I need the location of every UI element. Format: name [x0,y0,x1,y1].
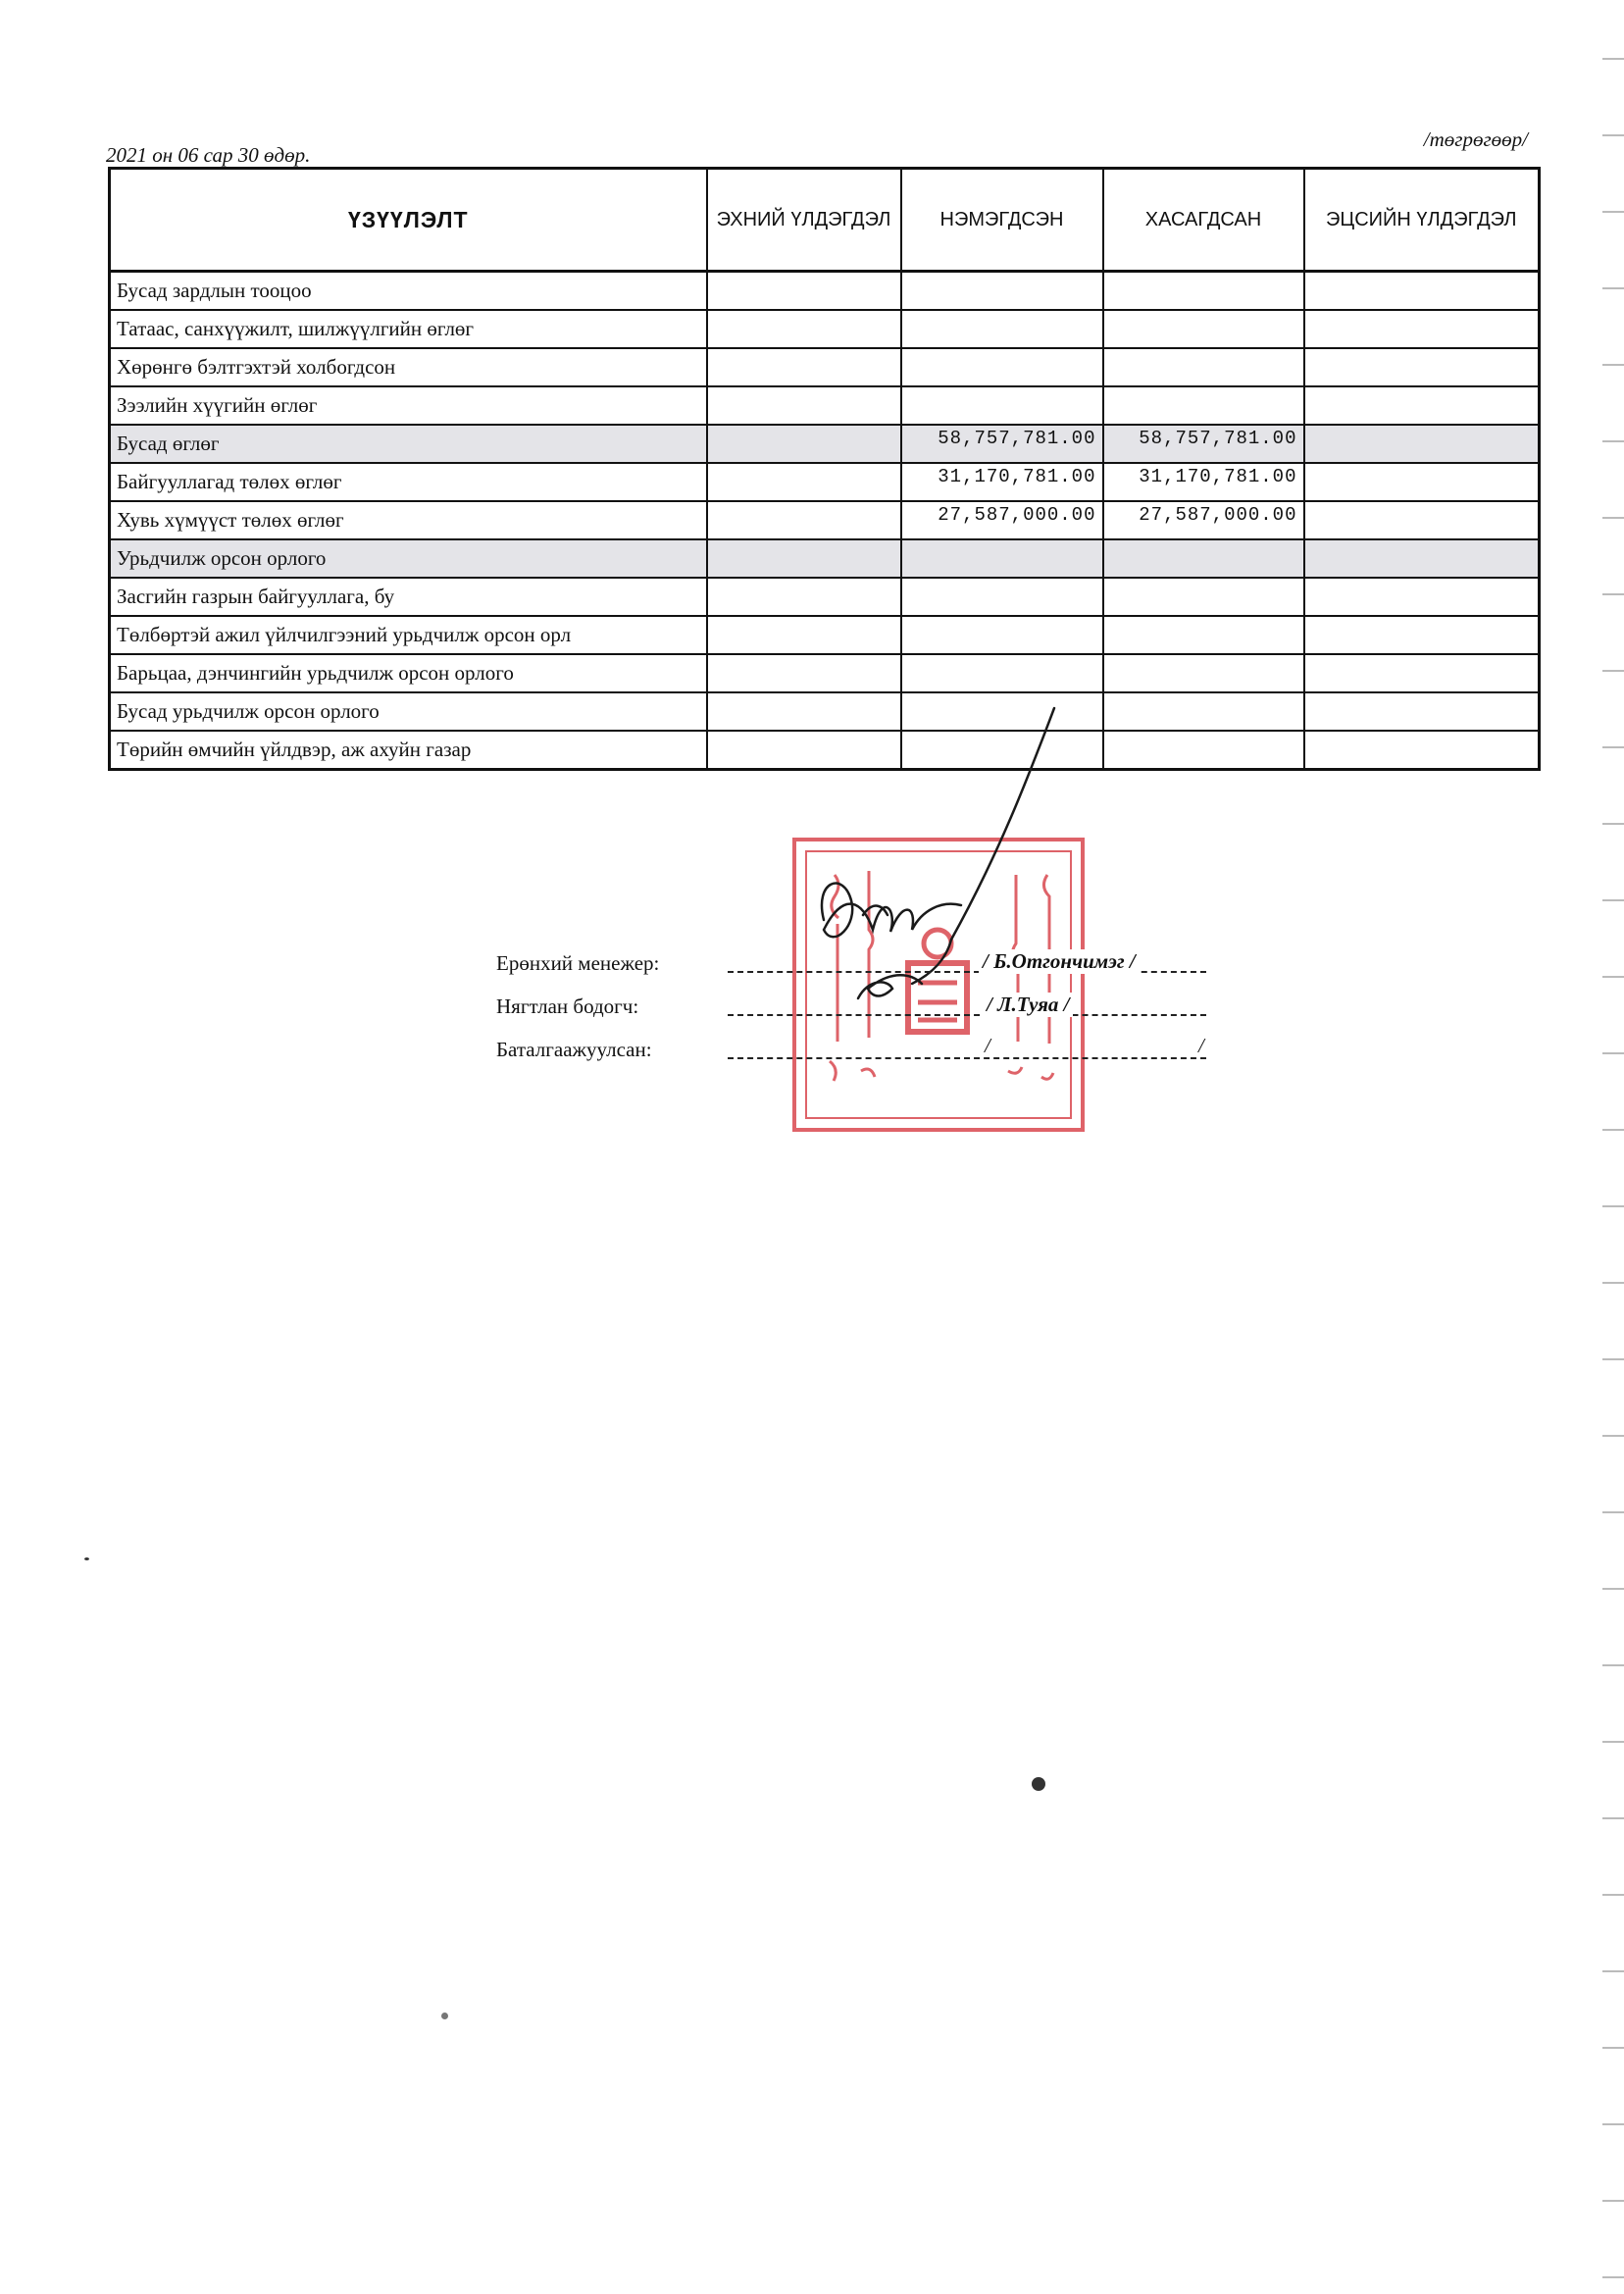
col-header-added: НЭМЭГДСЭН [901,169,1103,272]
cell-deducted [1103,386,1304,425]
accountant-name: / Л.Туяа / [983,993,1073,1017]
cell-end [1304,425,1540,463]
cell-start [707,654,901,692]
row-label: Барьцаа, дэнчингийн урьдчилж орсон орлого [110,654,707,692]
row-label: Татаас, санхүүжилт, шилжүүлгийн өглөг [110,310,707,348]
table-row [110,463,1540,501]
row-label: Хөрөнгө бэлтгэхтэй холбогдсон [110,348,707,386]
cell-deducted: 31,170,781.00 [1103,463,1304,501]
cell-end [1304,539,1540,578]
cell-start [707,578,901,616]
row-label: Байгууллагад төлөх өглөг [110,463,707,501]
table-row [110,310,1540,348]
accountant-label: Нягтлан бодогч: [496,994,639,1018]
verified-signature-row [496,1034,1212,1073]
cell-end [1304,386,1540,425]
manager-label: Ерөнхий менежер: [496,951,660,975]
row-label: Хувь хүмүүст төлөх өглөг [110,501,707,539]
row-label: Бусад урьдчилж орсон орлого [110,692,707,731]
cell-start [707,463,901,501]
table-header-row [110,169,1540,272]
table-row [110,539,1540,578]
scan-edge-marks [1585,0,1624,2294]
table-body [110,272,1540,770]
row-label: Бусад зардлын тооцоо [110,272,707,311]
row-label: Төлбөртэй ажил үйлчилгээний урьдчилж орсон орл [110,616,707,654]
table-row [110,654,1540,692]
accountant-signature-row [496,994,1212,1030]
cell-start [707,539,901,578]
col-header-deducted: ХАСАГДСАН [1103,169,1304,272]
cell-start [707,272,901,311]
manager-name: / Б.Отгончимэг / [979,949,1140,974]
cell-deducted: 27,587,000.00 [1103,501,1304,539]
cell-deducted [1103,348,1304,386]
signature-line [728,1057,1206,1059]
balance-table [108,167,1541,771]
cell-deducted [1103,272,1304,311]
cell-deducted [1103,310,1304,348]
row-label: Төрийн өмчийн үйлдвэр, аж ахуйн газар [110,731,707,770]
cell-end [1304,654,1540,692]
cell-added [901,654,1103,692]
cell-end [1304,578,1540,616]
manager-signature-row [496,951,1212,987]
slash-left: / [985,1034,990,1057]
cell-added: 58,757,781.00 [901,425,1103,463]
cell-end [1304,310,1540,348]
cell-end [1304,616,1540,654]
cell-start [707,348,901,386]
col-header-end-balance: ЭЦСИЙН ҮЛДЭГДЭЛ [1304,169,1540,272]
table-row [110,386,1540,425]
currency-unit: /төгрөгөөр/ [1423,127,1528,151]
table-row [110,616,1540,654]
scan-speck [1032,1777,1045,1791]
row-label: Урьдчилж орсон орлого [110,539,707,578]
scan-speck [84,1557,89,1560]
cell-end [1304,348,1540,386]
table-row [110,501,1540,539]
report-date: 2021 он 06 сар 30 өдөр. [106,143,311,167]
cell-added: 27,587,000.00 [901,501,1103,539]
cell-added [901,348,1103,386]
col-header-indicator: ҮЗҮҮЛЭЛТ [110,169,707,272]
table-row [110,578,1540,616]
cell-deducted [1103,616,1304,654]
table-row [110,425,1540,463]
cell-added [901,386,1103,425]
cell-start [707,386,901,425]
cell-start [707,501,901,539]
row-label: Зээлийн хүүгийн өглөг [110,386,707,425]
cell-start [707,310,901,348]
cell-end [1304,501,1540,539]
cell-deducted: 58,757,781.00 [1103,425,1304,463]
cell-deducted [1103,731,1304,770]
cell-deducted [1103,578,1304,616]
row-label: Бусад өглөг [110,425,707,463]
cell-end [1304,731,1540,770]
cell-added: 31,170,781.00 [901,463,1103,501]
cell-deducted [1103,692,1304,731]
cell-deducted [1103,539,1304,578]
cell-added [901,578,1103,616]
cell-end [1304,272,1540,311]
col-header-start-balance: ЭХНИЙ ҮЛДЭГДЭЛ [707,169,901,272]
cell-added [901,539,1103,578]
signature-line [728,1014,1206,1016]
cell-added [901,310,1103,348]
cell-deducted [1103,654,1304,692]
row-label: Засгийн газрын байгууллага, бу [110,578,707,616]
cell-end [1304,463,1540,501]
table-row [110,348,1540,386]
verified-label: Баталгаажуулсан: [496,1038,652,1061]
slash-right: / [1198,1034,1204,1057]
table-row [110,272,1540,311]
cell-added [901,616,1103,654]
cell-start [707,425,901,463]
cell-end [1304,692,1540,731]
cell-start [707,616,901,654]
cell-added [901,272,1103,311]
scan-speck [441,2013,448,2019]
